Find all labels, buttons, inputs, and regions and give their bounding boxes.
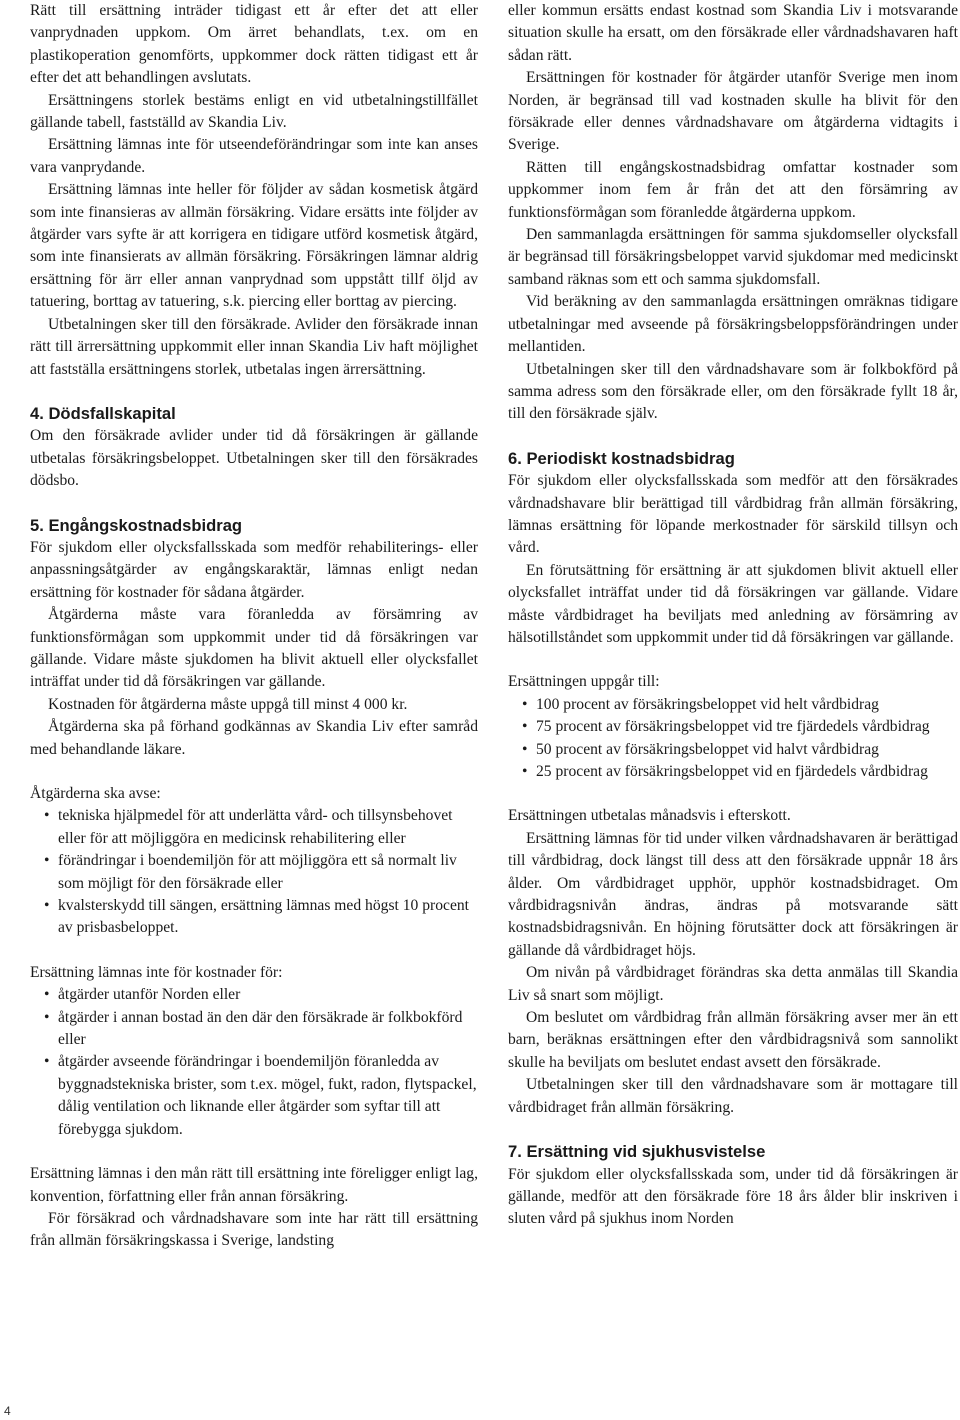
paragraph: eller kommun ersätts endast kostnad som Skandia Liv i motsvarande situation skulle ha ersatt, om den försäkrade eller vårdnadshavaren haft sådan rätt.: [508, 2, 958, 64]
paragraph: Åtgärderna måste vara föranledda av försämring av funktionsförmågan som uppkommit under tid då försäkringen var gällande. Vidare måste sjukdomen ha blivit aktuell eller olycksfallet inträffat under tid då försäkringen var gällande.: [30, 606, 478, 691]
paragraph: Om den försäkrade avlider under tid då försäkringen är gällande utbetalas försäkringsbeloppet. Utbetalningen sker till den försäkrades dödsbo.: [30, 427, 478, 490]
paragraph: Utbetalningen sker till den vårdnadshavare som är mottagare till vårdbidraget från allmän försäkring.: [508, 1076, 958, 1116]
bullet-icon: •: [44, 1008, 50, 1026]
list-item: • 75 procent av försäkringsbeloppet vid tre fjärdedels vårdbidrag: [508, 716, 958, 738]
paragraph: För sjukdom eller olycksfallsskada som medför att den försäkrades vårdnadshavare blir berättigad till vårdbidrag från allmän försäkring, lämnas ersättning för löpande merkostnader för särskild tillsyn och vård.: [508, 472, 958, 557]
section-heading-4: 4. Dödsfallskapital: [30, 403, 176, 423]
bullet-icon: •: [522, 740, 528, 758]
paragraph: Den sammanlagda ersättningen för samma sjukdomseller olycksfall är begränsad till försäkringsbeloppet varvid sjukdomar med medicinskt samband räknas som ett och samma sjukdomsfall.: [508, 226, 958, 288]
bullet-list: [508, 694, 958, 784]
list-item: • 25 procent av försäkringsbeloppet vid en fjärdedels vårdbidrag: [508, 761, 958, 783]
list-item: • 50 procent av försäkringsbeloppet vid halvt vårdbidrag: [508, 739, 958, 761]
list-intro: Ersättning lämnas inte för kostnader för:: [30, 963, 283, 981]
section-heading-7: 7. Ersättning vid sjukhusvistelse: [508, 1142, 766, 1162]
paragraph: Ersättning lämnas inte heller för följder av sådan kosmetisk åtgärd som inte finansieras av allmän försäkring. Vidare ersätts inte följder av åtgärder vars syfte är att korrigera en tidigare utförd kosmetisk åtgärd, som inte finansierats av allmän försäkring. Försäkringen lämnar aldrig ersättning för ärr eller annan vanprydnad som uppstått tillf öljd av tatuering, borttag av tatuering, s.k. piercing eller borttag av piercing.: [30, 181, 478, 311]
paragraph: Ersättningen utbetalas månadsvis i efterskott.: [508, 807, 791, 825]
bullet-icon: •: [522, 695, 528, 713]
list-intro: Åtgärderna ska avse:: [30, 785, 161, 802]
bullet-icon: •: [44, 986, 50, 1004]
list-item: • åtgärder utanför Norden eller: [30, 984, 478, 1006]
paragraph: Utbetalningen sker till den vårdnadshavare som är folkbokförd på samma adress som den försäkrade eller, om den försäkrade fyllt 18 år, till den försäkrade själv.: [508, 360, 958, 423]
list-item: • 100 procent av försäkringsbeloppet vid helt vårdbidrag: [508, 694, 958, 716]
paragraph: Utbetalningen sker till den försäkrade. Avlider den försäkrade innan rätt till ärrersättning uppkommit eller innan Skandia Liv haft möjlighet att fastställa ersättningens storlek, utbetalas ingen ärrersättning.: [30, 315, 478, 378]
bullet-icon: •: [44, 852, 50, 870]
bullet-list: [30, 984, 478, 1141]
paragraph: Rätten till engångskostnadsbidrag omfattar kostnader som uppkommer inom fem år från det att den försämring av funktionsförmågan som föranledde åtgärderna uppkom.: [508, 158, 958, 221]
paragraph: En förutsättning för ersättning är att sjukdomen blivit aktuell eller olycksfallet inträffat under tid då försäkringen var gällande. Vidare måste vårdbidraget ha beviljats med anledning av försämring av hälsotillståndet som uppkommit under tid då försäkringen var gällande.: [508, 561, 958, 646]
paragraph: Ersättning lämnas för tid under vilken vårdnadshavaren är berättigad till vårdbidrag, dock längst till dess att den försäkrade uppnår 18 års ålder. Om vårdbidraget upphör, upphör kostnadsbidraget. Om vårdbidragsnivån ändras, ändras på motsvarande sätt kostnadsbidragsnivån. En höjning förutsätter dock att försäkringen är gällande då vårdbidraget höjs.: [508, 829, 958, 959]
list-intro: Ersättningen uppgår till:: [508, 673, 660, 691]
paragraph: Rätt till ersättning inträder tidigast ett år efter det att eller vanprydnaden uppkom. Om ärret behandlats, t.ex. om en plastikoperation genomförts, uppkommer dock rätten tidigast ett år efter det att behandlingen avslutats.: [30, 2, 478, 87]
bullet-icon: •: [522, 763, 528, 780]
list-item: • åtgärder avseende förändringar i boendemiljön föranledda av byggnadstekniska brister, som t.ex. mögel, fukt, radon, flytspackel, dålig ventilation och liknande eller åtgärder som syftar till att förebygga sjukdom.: [44, 1053, 477, 1138]
section-heading-5: 5. Engångskostnadsbidrag: [30, 515, 243, 535]
bullet-icon: •: [44, 807, 50, 825]
list-item: • åtgärder i annan bostad än den där den försäkrade är folkbokförd eller: [44, 1008, 463, 1049]
section-heading-6: 6. Periodiskt kostnadsbidrag: [508, 448, 735, 468]
paragraph: För sjukdom eller olycksfallsskada som, under tid då försäkringen är gällande, medför att den försäkrade före 18 års ålder blir inskriven i sluten vård på sjukhus inom Norden: [508, 1165, 958, 1228]
paragraph: Ersättning lämnas i den mån rätt till ersättning inte föreligger enligt lag, konvention, författning eller från annan försäkring.: [30, 1165, 478, 1205]
bullet-icon: •: [44, 1053, 50, 1071]
bullet-icon: •: [44, 897, 50, 915]
paragraph: Ersättningens storlek bestäms enligt en vid utbetalningstillfället gällande tabell, fastställd av Skandia Liv.: [30, 91, 478, 132]
paragraph: Åtgärderna ska på förhand godkännas av Skandia Liv efter samråd med behandlande läkare.: [30, 718, 478, 758]
bullet-icon: •: [522, 718, 528, 736]
list-item: • förändringar i boendemiljön för att möjliggöra ett så normalt liv som möjligt för den försäkrade eller: [44, 852, 457, 892]
bullet-list: [30, 805, 478, 939]
paragraph: Om nivån på vårdbidraget förändras ska detta anmälas till Skandia Liv så snart som möjligt.: [508, 964, 958, 1004]
paragraph: För försäkrad och vårdnadshavare som inte har rätt till ersättning från allmän försäkringskassa i Sverige, landsting: [30, 1209, 478, 1250]
page-number: 4: [4, 1404, 11, 1418]
paragraph: Ersättningen för kostnader för åtgärder utanför Sverige men inom Norden, är begränsad till vad kostnaden skulle ha blivit för den försäkrade eller dennes vårdnadshavare om åtgärderna vidtagits i Sverige.: [508, 69, 958, 154]
paragraph: Om beslutet om vårdbidrag från allmän försäkring avser mer än ett barn, beräknas ersättningen efter den vårdbidragsnivå som sannolikt skulle ha beviljats om beslutet endast avsett den försäkrade.: [508, 1009, 958, 1071]
right-column: [508, 0, 958, 1231]
left-column: [30, 0, 478, 1253]
list-item: • kvalsterskydd till sängen, ersättning lämnas med högst 10 procent av prisbasbeloppet.: [44, 897, 469, 937]
list-item: • tekniska hjälpmedel för att underlätta vård- och tillsynsbehovet eller för att möjliggöra en medicinsk rehabilitering eller: [44, 807, 453, 847]
paragraph: Kostnaden för åtgärderna måste uppgå till minst 4 000 kr.: [48, 695, 408, 713]
paragraph: Ersättning lämnas inte för utseendeförändringar som inte kan anses vara vanprydande.: [30, 136, 478, 176]
paragraph: För sjukdom eller olycksfallsskada som medför rehabiliterings- eller anpassningsåtgärder av engångskaraktär, lämnas enligt nedan ersättning för kostnader för sådana åtgärder.: [30, 538, 478, 601]
paragraph: Vid beräkning av den sammanlagda ersättningen omräknas tidigare utbetalningar med avseende på försäkringsbeloppsförändringen under mellantiden.: [508, 293, 958, 356]
